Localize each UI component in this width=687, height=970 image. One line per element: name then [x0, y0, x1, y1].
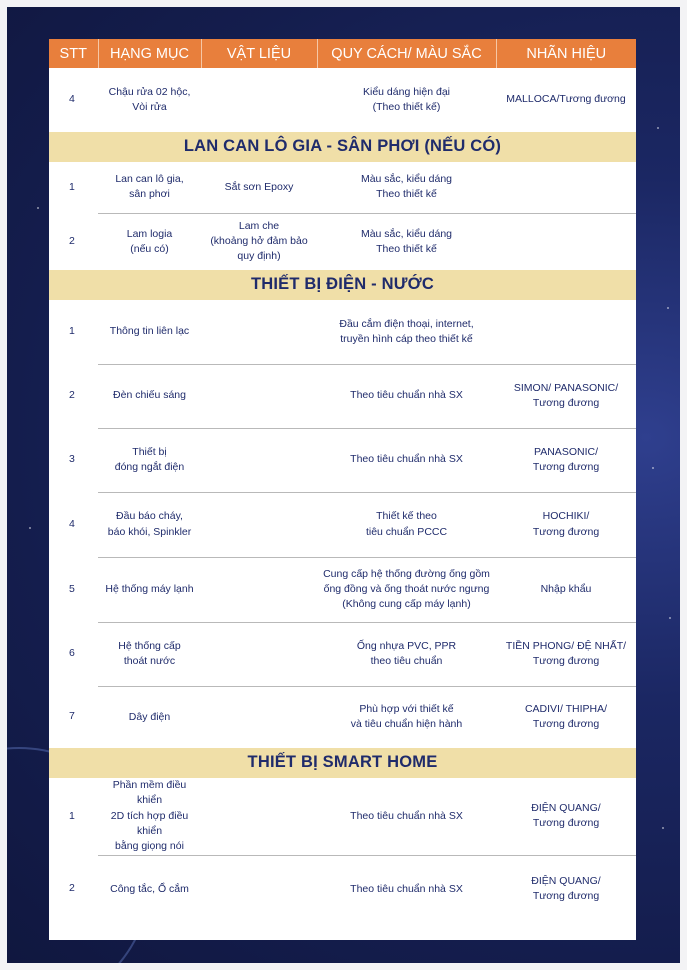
cell-hang-muc: Thông tin liên lạc — [98, 300, 201, 364]
table-row — [49, 492, 636, 557]
cell-nhan-hieu — [496, 300, 636, 364]
cell-stt: 6 — [69, 647, 75, 660]
cell-stt: 4 — [69, 517, 75, 530]
cell-hang-muc: Hệ thống máy lạnh — [98, 557, 201, 622]
cell-hang-muc: Đèn chiếu sáng — [98, 364, 201, 428]
cell-hang-muc: Hệ thống cấp thoát nước — [98, 622, 201, 686]
section-title: THIẾT BỊ ĐIỆN - NƯỚC — [49, 270, 636, 300]
cell-quy-cach: Phù hợp với thiết kế và tiêu chuẩn hiện hành — [350, 703, 463, 731]
table-row — [49, 300, 636, 364]
cell-vat-lieu — [201, 492, 317, 557]
cell-vat-lieu — [201, 428, 317, 492]
cell-vat-lieu — [201, 68, 317, 132]
table-row — [49, 68, 636, 132]
col-header-stt: STT — [49, 39, 98, 68]
cell-stt: 2 — [69, 234, 75, 247]
cell-nhan-hieu: SIMON/ PANASONIC/ Tương đương — [496, 364, 636, 428]
cell-nhan-hieu: TIỀN PHONG/ ĐỆ NHẤT/ Tương đương — [496, 622, 636, 686]
cell-quy-cach: Ống nhựa PVC, PPR theo tiêu chuẩn — [317, 622, 496, 686]
cell-quy-cach: Theo tiêu chuẩn nhà SX — [317, 778, 496, 855]
cell-stt: 2 — [69, 882, 75, 895]
cell-nhan-hieu: HOCHIKI/ Tương đương — [496, 492, 636, 557]
cell-hang-muc: Thiết bị đóng ngắt điện — [98, 428, 201, 492]
table-row — [49, 622, 636, 686]
section-header-dien-nuoc — [49, 270, 636, 300]
cell-hang-muc: Đầu báo cháy, báo khói, Spinkler — [98, 492, 201, 557]
table-row — [49, 778, 636, 855]
cell-stt: 1 — [69, 325, 75, 338]
section-header-smart-home — [49, 748, 636, 778]
table-row — [49, 855, 636, 923]
cell-nhan-hieu: Nhập khẩu — [496, 557, 636, 622]
section-header-lan-can — [49, 132, 636, 162]
cell-nhan-hieu — [496, 162, 636, 213]
cell-vat-lieu — [201, 778, 317, 855]
cell-hang-muc: Chậu rửa 02 hộc, Vòi rửa — [108, 85, 191, 113]
table-row — [49, 162, 636, 213]
cell-hang-muc: Công tắc, Ổ cắm — [110, 882, 189, 895]
spec-table — [49, 39, 636, 923]
cell-quy-cach: Thiết kế theo tiêu chuẩn PCCC — [317, 492, 496, 557]
cell-nhan-hieu: ĐIỆN QUANG/ Tương đương — [531, 875, 601, 903]
cell-hang-muc: Lan can lô gia, sân phơi — [98, 162, 201, 213]
cell-vat-lieu — [201, 686, 317, 748]
section-title: LAN CAN LÔ GIA - SÂN PHƠI (NẾU CÓ) — [49, 132, 636, 162]
cell-hang-muc: Phần mềm điều khiển 2D tích hợp điều khiển bằng giọng nói — [98, 778, 201, 855]
spec-sheet — [49, 39, 636, 940]
cell-stt: 7 — [69, 710, 75, 723]
cell-stt: 4 — [69, 93, 75, 106]
cell-quy-cach: Màu sắc, kiểu dáng Theo thiết kế — [360, 227, 453, 255]
cell-vat-lieu — [201, 557, 317, 622]
cell-nhan-hieu: ĐIỆN QUANG/ Tương đương — [496, 778, 636, 855]
col-header-nhan-hieu: NHÃN HIỆU — [496, 39, 636, 68]
table-row — [49, 557, 636, 622]
col-header-quy-cach: QUY CÁCH/ MÀU SẮC — [317, 39, 496, 68]
cell-vat-lieu: Lam che (khoảng hở đảm bảo quy định) — [210, 219, 308, 263]
cell-nhan-hieu: CADIVI/ THIPHA/ Tương đương — [524, 703, 608, 731]
col-header-vat-lieu: VẬT LIỆU — [201, 39, 317, 68]
table-row — [49, 364, 636, 428]
cell-vat-lieu — [201, 364, 317, 428]
cell-nhan-hieu — [496, 213, 636, 270]
cell-vat-lieu — [201, 622, 317, 686]
section-title: THIẾT BỊ SMART HOME — [49, 748, 636, 778]
table-header-row — [49, 39, 636, 68]
cell-stt: 3 — [69, 453, 75, 466]
cell-hang-muc: Lam logia (nếu có) — [126, 227, 173, 255]
cell-quy-cach: Cung cấp hệ thống đường ống gồm ống đồng và ống thoát nước ngưng (Không cung cấp máy lạnh) — [317, 557, 496, 622]
cell-nhan-hieu: MALLOCA/Tương đương — [506, 93, 626, 106]
cell-vat-lieu: Sắt sơn Epoxy — [201, 162, 317, 213]
cell-quy-cach: Màu sắc, kiểu dáng Theo thiết kế — [317, 162, 496, 213]
cell-stt: 2 — [69, 389, 75, 402]
cell-stt: 1 — [69, 809, 75, 822]
table-row — [49, 213, 636, 270]
col-header-hang-muc: HẠNG MỤC — [98, 39, 201, 68]
cell-quy-cach: Theo tiêu chuẩn nhà SX — [317, 428, 496, 492]
cell-vat-lieu — [201, 855, 317, 923]
cell-quy-cach: Theo tiêu chuẩn nhà SX — [317, 364, 496, 428]
cell-stt: 1 — [69, 180, 75, 193]
cell-quy-cach: Đầu cắm điện thoại, internet, truyền hình cáp theo thiết kế — [317, 300, 496, 364]
cell-quy-cach: Theo tiêu chuẩn nhà SX — [350, 882, 463, 895]
cell-hang-muc: Dây điện — [128, 710, 171, 723]
cell-vat-lieu — [201, 300, 317, 364]
table-row — [49, 428, 636, 492]
table-row — [49, 686, 636, 748]
cell-stt: 5 — [69, 582, 75, 595]
cell-quy-cach: Kiểu dáng hiện đại (Theo thiết kế) — [363, 85, 450, 113]
cell-nhan-hieu: PANASONIC/ Tương đương — [496, 428, 636, 492]
